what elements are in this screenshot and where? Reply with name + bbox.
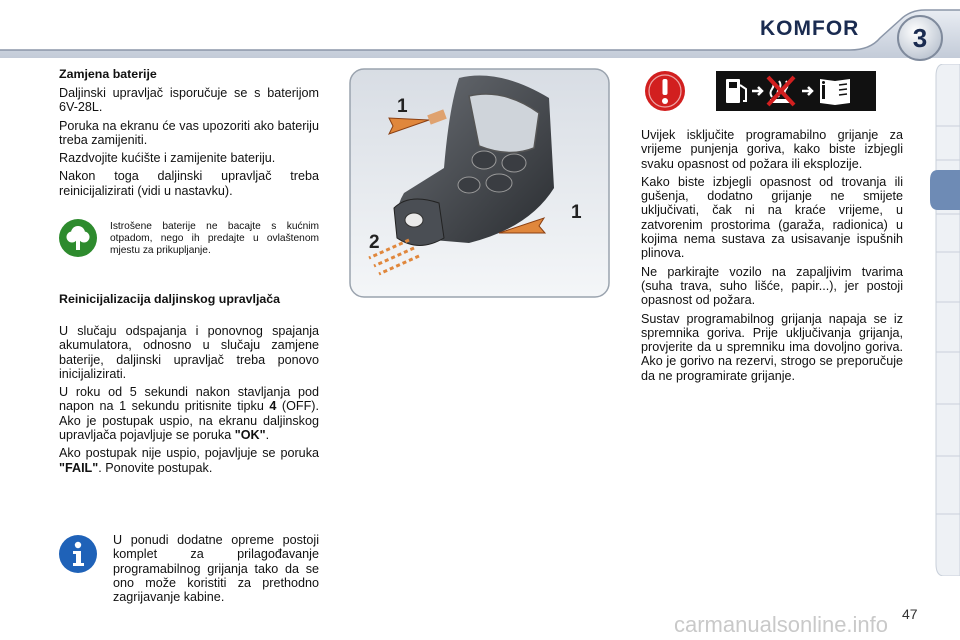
warning-paragraph: Ne parkirajte vozilo na zapaljivim tvarima (suha trava, suho lišće, papir...), jer postoji opasnost od požara. <box>641 264 903 308</box>
info-note-text: U ponudi dodatne opreme postoji komplet za prilagođavanje programabilnog grijanja tako da se ono može koristiti za prethodno zagrijavanje kabine. <box>113 533 319 605</box>
remote-key-figure <box>349 68 610 298</box>
reinit-paragraph: U roku od 5 sekundi nakon stavljanja pod napon na 1 sekundu pritisnite tipku 4 (OFF). Ako je postupak uspio, na ekranu daljinskog upravljača pojavljuje se poruka "OK". <box>59 385 319 443</box>
reinit-heading: Reinicijalizacija daljinskog upravljača <box>59 292 281 306</box>
battery-paragraph: Razdvojite kućište i zamijenite bateriju. <box>59 151 276 166</box>
key-number: 4 <box>269 399 277 414</box>
warning-icon <box>644 70 686 112</box>
battery-text <box>59 86 319 202</box>
side-tab-strip[interactable] <box>928 64 960 576</box>
warning-text <box>641 128 903 387</box>
callout-2: 2 <box>369 232 380 253</box>
pictogram-strip <box>716 71 876 111</box>
page-number: 47 <box>902 606 918 622</box>
chapter-number: 3 <box>912 23 928 53</box>
reinit-text <box>59 324 319 479</box>
chapter-title: KOMFOR <box>760 17 860 40</box>
callout-1-top: 1 <box>397 96 408 117</box>
info-icon <box>58 534 98 574</box>
warning-paragraph: Uvijek isključite programabilno grijanje za vrijeme punjenja goriva, kako biste izbjegli svaku opasnost od požara ili eksplozije. <box>641 128 903 171</box>
tree-icon <box>58 218 98 258</box>
manual-book-icon <box>820 79 850 105</box>
fail-message: "FAIL" <box>59 460 99 475</box>
reinit-paragraph: U slučaju odspajanja i ponovnog spajanja akumulatora, odnosno u slučaju zamjene baterije, daljinski upravljač treba ponovo inicijalizirati. <box>59 324 319 381</box>
battery-paragraph: Poruka na ekranu će vas upozoriti ako bateriju treba zamijeniti. <box>59 118 319 147</box>
watermark: carmanualsonline.info <box>674 612 889 637</box>
ok-message: "OK" <box>234 428 266 443</box>
callout-1-right: 1 <box>571 202 582 223</box>
eco-note-text: Istrošene baterije ne bacajte s kućnim otpadom, nego ih predajte u ovlaštenom mjestu za prikupljanje. <box>110 221 319 257</box>
warning-paragraph: Sustav programabilnog grijanja napaja se iz spremnika goriva. Prije uključivanja grijanja, provjerite da u spremniku ima dovoljno goriva. Ako je gorivo na rezervi, strogo se preporučuje da ne programirate grijanje. <box>641 311 903 383</box>
battery-heading: Zamjena baterije <box>59 67 157 81</box>
battery-paragraph: Daljinski upravljač isporučuje se s baterijom 6V-28L. <box>59 86 319 115</box>
reinit-paragraph: Ako postupak nije uspio, pojavljuje se poruka "FAIL". Ponovite postupak. <box>59 446 319 475</box>
warning-paragraph: Kako biste izbjegli opasnost od trovanja ili gušenja, dodatno grijanje ne smijete uključivati, čak ni na kraće vrijeme, u zatvorenim prostorima (garaža, radionica) u kojima nema sustava za usisavanje ispušnih plinova. <box>641 174 903 261</box>
battery-paragraph: Nakon toga daljinski upravljač treba reinicijalizirati (vidi u nastavku). <box>59 169 319 198</box>
